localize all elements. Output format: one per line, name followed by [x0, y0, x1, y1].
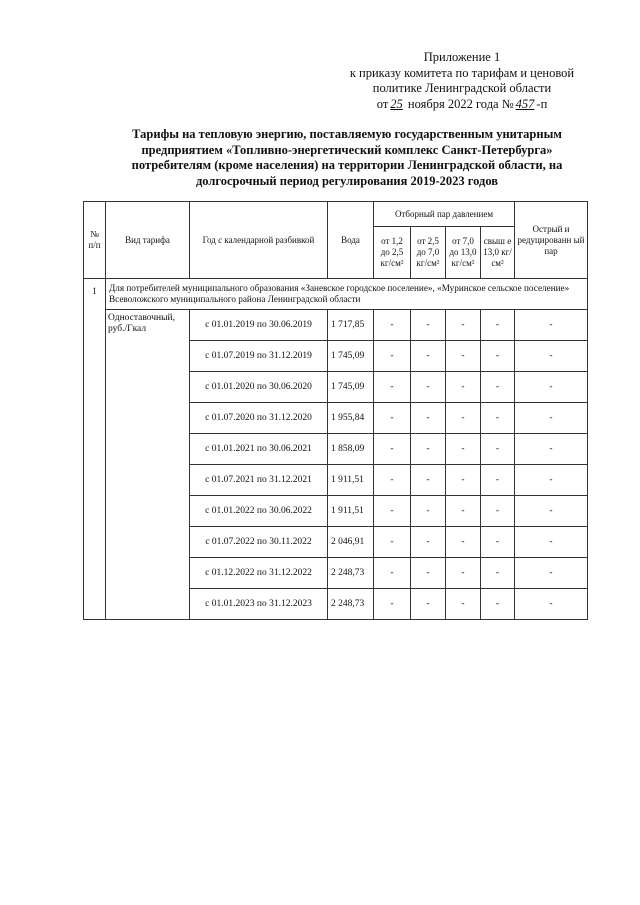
sharp-steam-value: -: [515, 310, 588, 341]
appendix-header: [342, 50, 582, 112]
water-value: 2 248,73: [328, 589, 374, 620]
pressure-1-value: -: [374, 341, 411, 372]
group-number: 1: [84, 279, 106, 620]
pressure-1-value: -: [374, 403, 411, 434]
pressure-2-value: -: [411, 496, 446, 527]
water-value: 1 745,09: [328, 341, 374, 372]
order-number: 457: [515, 96, 535, 111]
period-cell: с 01.07.2019 по 31.12.2019: [190, 341, 328, 372]
table-row: [84, 310, 588, 341]
date-prefix: от: [376, 96, 389, 111]
pressure-4-value: -: [481, 341, 515, 372]
tariff-table: [83, 201, 588, 620]
header-period: Год с календарной разбивкой: [190, 202, 328, 279]
pressure-2-value: -: [411, 372, 446, 403]
pressure-2-value: -: [411, 558, 446, 589]
pressure-3-value: -: [446, 403, 481, 434]
appendix-line-3: политике Ленинградской области: [372, 81, 552, 95]
pressure-4-value: -: [481, 310, 515, 341]
sharp-steam-value: -: [515, 496, 588, 527]
pressure-2-value: -: [411, 589, 446, 620]
date-rest: ноября 2022 года №: [407, 96, 514, 111]
pressure-1-value: -: [374, 465, 411, 496]
pressure-2-value: -: [411, 403, 446, 434]
water-value: 2 248,73: [328, 558, 374, 589]
water-value: 1 745,09: [328, 372, 374, 403]
pressure-3-value: -: [446, 527, 481, 558]
sharp-steam-value: -: [515, 589, 588, 620]
water-value: 1 858,09: [328, 434, 374, 465]
pressure-3-value: -: [446, 434, 481, 465]
header-sharp-steam: Острый и редуцированн ый пар: [515, 202, 588, 279]
period-cell: с 01.12.2022 по 31.12.2022: [190, 558, 328, 589]
period-cell: с 01.01.2022 по 30.06.2022: [190, 496, 328, 527]
appendix-line-2: к приказу комитета по тарифам и ценовой: [349, 65, 575, 80]
period-cell: с 01.01.2021 по 30.06.2021: [190, 434, 328, 465]
period-cell: с 01.07.2021 по 31.12.2021: [190, 465, 328, 496]
pressure-3-value: -: [446, 589, 481, 620]
pressure-1-value: -: [374, 558, 411, 589]
consumer-description: Для потребителей муниципального образования «Заневское городское поселение», «Муринское сельское поселение» Всеволожского муниципального района Ленинградской области: [106, 279, 588, 310]
period-cell: с 01.07.2020 по 31.12.2020: [190, 403, 328, 434]
header-steam-group: Отборный пар давлением: [374, 202, 515, 227]
water-value: 2 046,91: [328, 527, 374, 558]
pressure-4-value: -: [481, 589, 515, 620]
sharp-steam-value: -: [515, 465, 588, 496]
sharp-steam-value: -: [515, 527, 588, 558]
period-cell: с 01.01.2023 по 31.12.2023: [190, 589, 328, 620]
header-tariff-kind: Вид тарифа: [106, 202, 190, 279]
pressure-2-value: -: [411, 434, 446, 465]
water-value: 1 911,51: [328, 465, 374, 496]
sharp-steam-value: -: [515, 341, 588, 372]
header-pressure-4: свыш е 13,0 кг/см²: [481, 227, 515, 279]
pressure-3-value: -: [446, 558, 481, 589]
header-pressure-1: от 1,2 до 2,5 кг/см²: [374, 227, 411, 279]
pressure-3-value: -: [446, 310, 481, 341]
sharp-steam-value: -: [515, 372, 588, 403]
water-value: 1 717,85: [328, 310, 374, 341]
header-water: Вода: [328, 202, 374, 279]
sharp-steam-value: -: [515, 434, 588, 465]
header-pressure-2: от 2,5 до 7,0 кг/см²: [411, 227, 446, 279]
sharp-steam-value: -: [515, 403, 588, 434]
pressure-3-value: -: [446, 372, 481, 403]
period-cell: с 01.01.2019 по 30.06.2019: [190, 310, 328, 341]
period-cell: с 01.07.2022 по 30.11.2022: [190, 527, 328, 558]
order-suffix: -п: [536, 96, 548, 111]
tariff-kind: Одноставочный, руб./Гкал: [106, 310, 190, 620]
pressure-4-value: -: [481, 527, 515, 558]
water-value: 1 955,84: [328, 403, 374, 434]
pressure-3-value: -: [446, 341, 481, 372]
appendix-line-1: Приложение 1: [423, 50, 501, 64]
pressure-2-value: -: [411, 310, 446, 341]
period-cell: с 01.01.2020 по 30.06.2020: [190, 372, 328, 403]
header-number: № п/п: [84, 202, 106, 279]
pressure-2-value: -: [411, 527, 446, 558]
pressure-3-value: -: [446, 465, 481, 496]
pressure-1-value: -: [374, 527, 411, 558]
pressure-2-value: -: [411, 465, 446, 496]
pressure-2-value: -: [411, 341, 446, 372]
date-day: 25: [390, 96, 403, 111]
pressure-4-value: -: [481, 403, 515, 434]
pressure-4-value: -: [481, 465, 515, 496]
pressure-4-value: -: [481, 496, 515, 527]
pressure-1-value: -: [374, 496, 411, 527]
pressure-4-value: -: [481, 558, 515, 589]
pressure-1-value: -: [374, 434, 411, 465]
pressure-4-value: -: [481, 434, 515, 465]
document-title: Тарифы на тепловую энергию, поставляемую государственным унитарным предприятием «Топливно-энергетический комплекс Санкт-Петербурга» потребителям (кроме населения) на территории Ленинградской области, на долгосрочный период регулирования 2019-2023 годов: [131, 127, 563, 188]
pressure-4-value: -: [481, 372, 515, 403]
pressure-3-value: -: [446, 496, 481, 527]
pressure-1-value: -: [374, 372, 411, 403]
pressure-1-value: -: [374, 589, 411, 620]
water-value: 1 911,51: [328, 496, 374, 527]
pressure-1-value: -: [374, 310, 411, 341]
header-pressure-3: от 7,0 до 13,0 кг/см²: [446, 227, 481, 279]
order-date-line: [342, 97, 582, 113]
sharp-steam-value: -: [515, 558, 588, 589]
